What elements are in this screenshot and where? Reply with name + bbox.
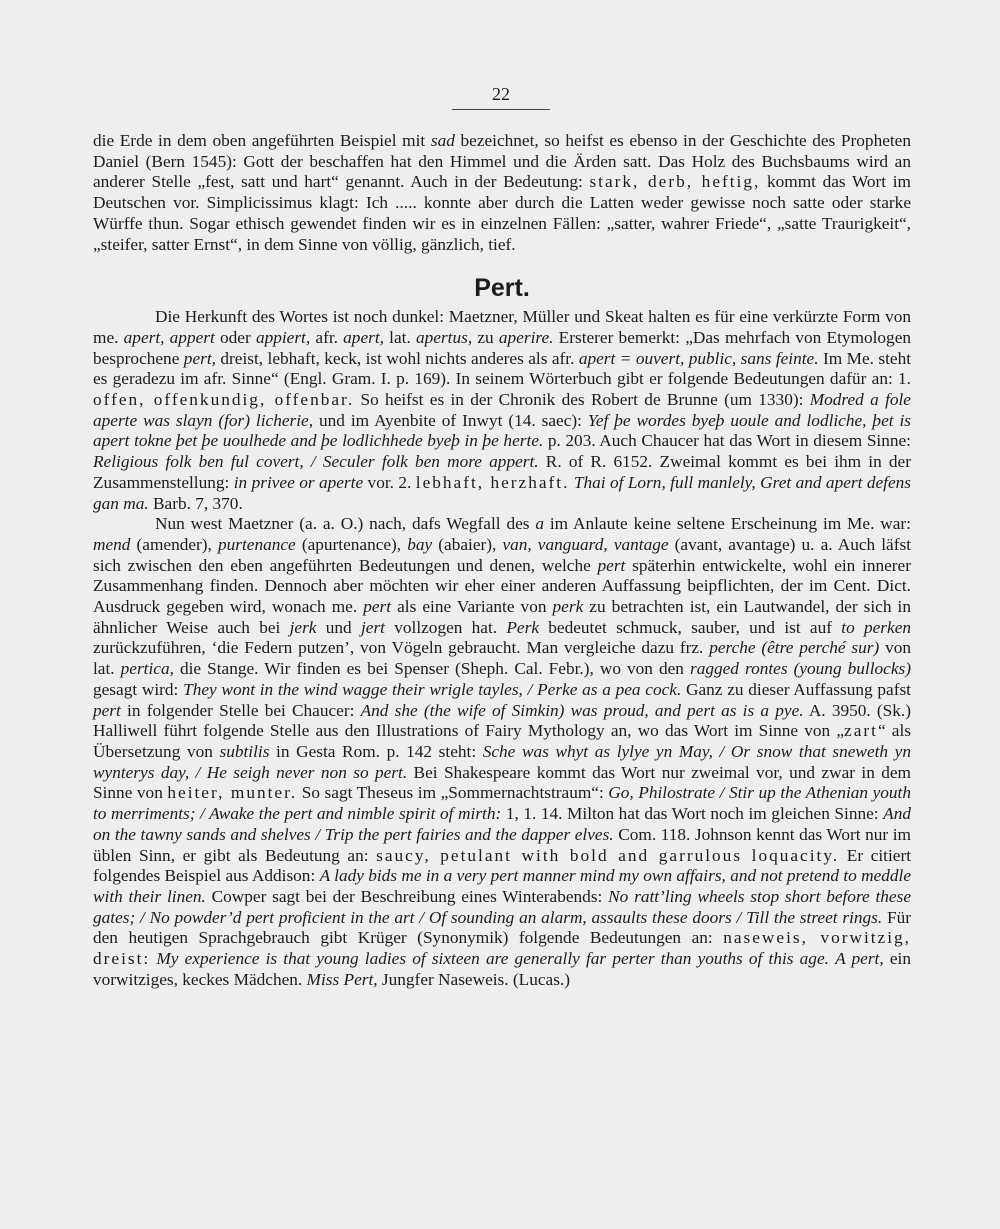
italic-run: ragged rontes (young bullocks) xyxy=(689,659,911,679)
spaced-run: zart xyxy=(844,721,878,741)
spaced-run: lebhaft, herzhaft. xyxy=(415,472,570,492)
text-run: afr. xyxy=(310,327,344,347)
text-run: (abaier), xyxy=(432,534,503,554)
italic-run: A lady bids me in a very pert manner mind my own affairs, and not pretend to meddle with their linen. xyxy=(93,866,911,906)
text-run: in folgender Stelle bei Chaucer: xyxy=(120,700,361,720)
italic-run: Go, Philostrate / Stir up the Athenian youth to merriments; / Awake the pert and nimble spirit of mirth: xyxy=(93,783,911,824)
text-run: Die Herkunft des Wortes ist noch dunkel: Maetzner, Müller und Skeat halten es für eine verkürzte Form von me. xyxy=(93,307,911,347)
text-run: späterhin entwickelte, wohl ein innerer Zusammenhang finden. Dennoch aber möchten wir eher einer anderen Auffassung beipflichten, der im Cent. Dict. Ausdruck gegeben wird, wonach me. xyxy=(93,555,911,617)
italic-run: jerk xyxy=(289,617,317,637)
text-run: vor. 2. xyxy=(363,472,416,492)
text-run: zu betrachten ist, ein Lautwandel, der sich in ähnlicher Weise auch bei xyxy=(93,597,911,637)
text-run: p. 203. Auch Chaucer hat das Wort in diesem Sinne: xyxy=(543,431,911,451)
italic-run: sad xyxy=(430,131,455,150)
text-run: vollzogen hat. xyxy=(384,617,507,637)
italic-run: They wont in the wind wagge their wrigle tayles, / Perke as a pea cock. xyxy=(183,679,682,699)
italic-run: aperire. xyxy=(498,327,554,347)
italic-run: pert xyxy=(363,597,392,617)
italic-run: van, vanguard, vantage xyxy=(502,534,669,554)
italic-run: jert xyxy=(360,617,385,637)
italic-run: Modred a fole aperte was slayn (for) licherie, xyxy=(93,390,911,430)
text-run: Barb. 7, 370. xyxy=(148,493,243,513)
italic-run: pert xyxy=(597,555,626,575)
section-heading: Pert. xyxy=(474,274,530,303)
italic-run: Miss Pert, xyxy=(306,969,378,989)
text-run: die Stange. Wir finden es bei Spenser (Sheph. Cal. Febr.), wo von den xyxy=(173,659,690,679)
text-run: Bei Shakespeare kommt das Wort nur zweimal vor, und zwar in dem Sinne von xyxy=(93,762,911,803)
text-run: So heifst es in der Chronik des Robert de Brunne (um 1330): xyxy=(354,390,810,410)
italic-run: perk xyxy=(552,597,584,617)
paragraph-herkunft xyxy=(93,307,911,514)
italic-run: perche (être perché sur) xyxy=(709,638,880,658)
italic-run: in privee or aperte xyxy=(233,472,364,492)
text-run: R. of R. 6152. Zweimal kommt es bei ihm in der Zusammenstellung: xyxy=(93,452,911,492)
text-run: A. 3950. (Sk.) Halliwell führt folgende Stelle aus den Illustrations of Fairy Mythology an, wo das Wort im Sinne von „ xyxy=(93,700,912,741)
text-run: Cowper sagt bei der Beschreibung eines Winterabends: xyxy=(205,886,609,906)
text-run: dreist, lebhaft, keck, ist wohl nichts anderes als afr. xyxy=(215,348,579,368)
italic-run: a xyxy=(535,514,544,534)
italic-run: purtenance xyxy=(217,534,296,554)
italic-run: mend xyxy=(93,534,131,554)
italic-run: apert, appert xyxy=(123,327,215,347)
text-run: im Anlaute keine seltene Erscheinung im Me. war: xyxy=(543,514,911,534)
text-run: Com. 118. Johnson kennt das Wort nur im üblen Sinn, er gibt als Bedeutung an: xyxy=(93,824,911,865)
text-run: Jungfer Naseweis. (Lucas.) xyxy=(377,969,571,989)
text-run: die Erde in dem oben angeführten Beispiel mit xyxy=(93,131,431,150)
text-run: Ganz zu dieser Auffassung pafst xyxy=(681,679,911,699)
italic-run: pert, xyxy=(183,348,216,368)
italic-run: apertus, xyxy=(415,327,473,347)
paragraph-sad-continuation xyxy=(93,131,911,255)
text-run: und xyxy=(316,617,361,637)
body-text xyxy=(93,131,911,990)
italic-run: And she (the wife of Simkin) was proud, and pert as is a pye. xyxy=(360,700,804,720)
text-run: Nun west Maetzner (a. a. O.) nach, dafs Wegfall des xyxy=(155,514,536,534)
text-run: “ als Übersetzung von xyxy=(93,721,911,761)
italic-run: to perken xyxy=(841,617,912,637)
text-run: (avant, avantage) u. a. Auch läfst sich zwischen den eben angeführten Bedeutungen und denen, welche xyxy=(93,534,911,575)
italic-run: Thai of Lorn, full manlely, Gret and apert defens gan ma. xyxy=(93,472,911,513)
italic-run: A pert, xyxy=(835,949,884,969)
italic-run: My experience is that young ladies of sixteen are generally far perter than youths of this age. xyxy=(156,949,829,969)
text-run: als eine Variante von xyxy=(391,597,553,617)
italic-run: apert = ouvert, public, sans feinte. xyxy=(578,348,819,368)
text-run: Im Me. steht es geradezu im afr. Sinne“ (Engl. Gram. I. p. 169). In seinem Wörterbuch gibt er folgende Bedeutungen dafür an: 1. xyxy=(93,348,912,389)
italic-run: bay xyxy=(407,534,433,554)
page-number: 22 xyxy=(452,84,550,110)
spaced-run: naseweis, vorwitzig, dreist: xyxy=(93,928,911,969)
italic-run: appiert, xyxy=(255,327,311,347)
text-run: und im Ayenbite of Inwyt (14. saec): xyxy=(313,410,588,430)
text-run: kommt das Wort im Deutschen vor. Simplicissimus klagt: Ich ..... konnte aber durch die Latten weder gewisse noch satte oder starke Würffe thun. Sogar ethisch gewendet finden wir es in einzelnen Fällen: „satter, wahrer Friede“, „satte Traurigkeit“, „steifer, satter Ernst“, in dem Sinne von völlig, gänzlich, tief. xyxy=(93,172,912,254)
spaced-run: offen, offenkundig, offenbar. xyxy=(93,390,355,410)
text-run: lat. xyxy=(383,327,416,347)
text-run: oder xyxy=(214,327,256,347)
italic-run: Sche was whyt as lylye yn May, / Or snow that sneweth yn wynterys day, / He seigh never non so pert. xyxy=(93,741,911,782)
italic-run: Yef þe wordes byeþ uoule and lodliche, þet is apert tokne þet þe uoulhede and þe lodlichhede byeþ in þe herte. xyxy=(93,410,911,451)
text-run: bezeichnet, so heifst es ebenso in der Geschichte des Propheten Daniel (Bern 1545): Gott der beschaffen hat den Himmel und die Ärden satt. Das Holz des Buchsbaums wird an anderer Stelle „fest, satt und hart“ genannt. Auch in der Bedeutung: xyxy=(93,131,911,192)
text-run: Für den heutigen Sprachgebrauch gibt Krüger (Synonymik) folgende Bedeutungen an: xyxy=(93,907,911,948)
spaced-run: stark, derb, heftig, xyxy=(589,172,761,192)
text-run: von lat. xyxy=(93,638,911,679)
text-run: in Gesta Rom. p. 142 steht: xyxy=(269,741,483,761)
text-run: zu xyxy=(472,327,499,347)
spaced-run: heiter, munter. xyxy=(167,783,298,803)
italic-run: And on the tawny sands and shelves / Trip the pert fairies and the dapper elves. xyxy=(93,804,911,844)
paragraph-maetzner xyxy=(93,514,911,990)
text-run: Ersterer bemerkt: „Das mehrfach von Etymologen besprochene xyxy=(93,327,912,368)
italic-run: pert xyxy=(93,700,121,720)
italic-run: pertica, xyxy=(120,659,174,679)
italic-run: No ratt’ling wheels stop short before these gates; / No powder’d pert proficient in the art / Of sounding an alarm, assaults these doors / Till the street rings. xyxy=(93,886,911,927)
text-run: (apurtenance), xyxy=(295,534,408,554)
italic-run: apert, xyxy=(343,327,384,347)
text-run: ein vorwitziges, keckes Mädchen. xyxy=(93,949,911,989)
text-run: gesagt wird: xyxy=(93,679,184,699)
text-run: So sagt Theseus im „Sommernachtstraum“: xyxy=(297,783,609,803)
text-run: bedeutet schmuck, sauber, und ist auf xyxy=(539,617,842,637)
spaced-run: saucy, petulant with bold and garrulous loquacity. xyxy=(376,845,840,865)
text-run: Er citiert folgendes Beispiel aus Addison: xyxy=(93,845,911,886)
italic-run: Religious folk ben ful covert, / Seculer folk ben more appert. xyxy=(93,452,539,472)
text-run: 1, 1. 14. Milton hat das Wort noch im gleichen Sinne: xyxy=(501,804,884,824)
italic-run: subtilis xyxy=(219,741,270,761)
text-run: zurückzuführen, ‘die Federn putzen’, von Vögeln gebraucht. Man vergleiche dazu frz. xyxy=(93,638,710,658)
text-run: (amender), xyxy=(130,534,218,554)
italic-run: Perk xyxy=(506,617,539,637)
